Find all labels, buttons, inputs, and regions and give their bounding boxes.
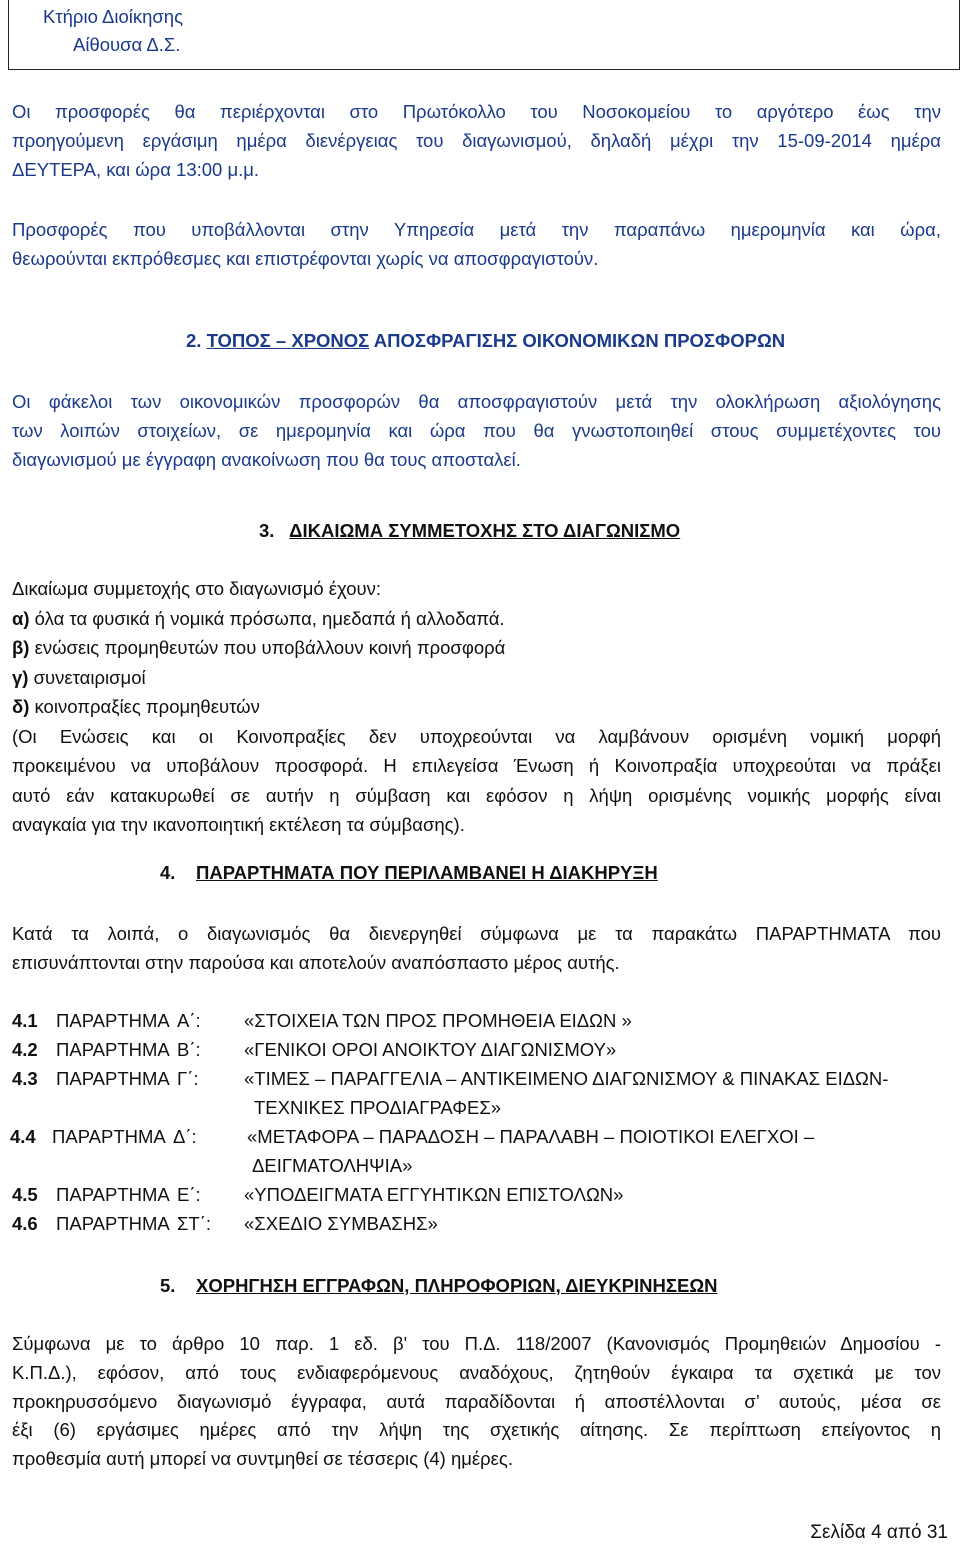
annex-label: ΠΑΡΑΡΤΗΜΑ: [56, 1068, 170, 1089]
annex-title-continuation: ΤΕΧΝΙΚΕΣ ΠΡΟΔΙΑΓΡΑΦΕΣ»: [254, 1097, 502, 1118]
header-box: [8, 0, 960, 70]
list-text: ενώσεις προμηθευτών που υποβάλλουν κοινή προσφορά: [29, 637, 506, 658]
annex-number: 4.4: [10, 1126, 36, 1147]
section-5-body: [12, 1330, 941, 1474]
section-4-body: [12, 920, 941, 978]
text-line: ΔΕΥΤΕΡΑ, και ώρα 13:00 μ.μ.: [12, 158, 260, 180]
annex-number: 4.3: [12, 1068, 38, 1089]
section-number: 3.: [259, 520, 275, 541]
header-room: Αίθουσα Δ.Σ.: [73, 34, 181, 55]
section-number: 2.: [186, 330, 202, 351]
section-title-rest: ΑΠΟΣΦΡΑΓΙΣΗΣ ΟΙΚΟΝΟΜΙΚΩΝ ΠΡΟΣΦΟΡΩΝ: [369, 330, 786, 351]
section-title: ΔΙΚΑΙΩΜΑ ΣΥΜΜΕΤΟΧΗΣ ΣΤΟ ΔΙΑΓΩΝΙΣΜΟ: [289, 520, 681, 541]
list-marker: γ): [12, 666, 29, 688]
annex-number: 4.6: [12, 1213, 38, 1234]
list-text: κοινοπραξίες προμηθευτών: [29, 696, 260, 717]
annex-title: «ΓΕΝΙΚΟΙ ΟΡΟΙ ΑΝΟΙΚΤΟΥ ΔΙΑΓΩΝΙΣΜΟΥ»: [244, 1039, 617, 1060]
text-line: Προσφορές που υποβάλλονται στην Υπηρεσία μετά την παραπάνω ημερομηνία και ώρα,: [12, 219, 941, 240]
section-5-heading: [160, 1275, 718, 1297]
annex-title: «ΣΤΟΙΧΕΙΑ ΤΩΝ ΠΡΟΣ ΠΡΟΜΗΘΕΙΑ ΕΙΔΩΝ »: [244, 1010, 632, 1031]
list-item: [12, 663, 941, 693]
text-line: αυτό εάν κατακυρωθεί σε αυτήν η σύμβαση και εφόσον η λήψη ορισμένης νομικής μορφής είναι: [12, 784, 941, 806]
annex-label: ΠΑΡΑΡΤΗΜΑ: [56, 1184, 170, 1205]
list-text: όλα τα φυσικά ή νομικά πρόσωπα, ημεδαπά ή αλλοδαπά.: [29, 607, 505, 629]
text-line: προηγούμενη εργάσιμη ημέρα διενέργειας του διαγωνισμού, δηλαδή μέχρι την 15-09-2014 ημέρα: [12, 129, 941, 151]
section-title-underlined: ΤΟΠΟΣ – ΧΡΟΝΟΣ: [206, 330, 370, 351]
text-line: θεωρούνται εκπρόθεσμες και επιστρέφονται χωρίς να αποσφραγιστούν.: [12, 247, 599, 269]
list-marker: α): [12, 607, 30, 629]
list-marker: β): [12, 637, 30, 658]
section-title: ΧΟΡΗΓΗΣΗ ΕΓΓΡΑΦΩΝ, ΠΛΗΡΟΦΟΡΙΩΝ, ΔΙΕΥΚΡΙΝΗΣΕΩΝ: [196, 1275, 718, 1296]
list-text: συνεταιρισμοί: [28, 666, 146, 688]
annex-label: ΠΑΡΑΡΤΗΜΑ: [56, 1039, 170, 1060]
list-item: [12, 604, 941, 634]
annex-number: 4.2: [12, 1039, 38, 1060]
annex-label: ΠΑΡΑΡΤΗΜΑ: [56, 1213, 170, 1234]
text-line: προκηρυσσόμενο διαγωνισμό έγγραφα, αυτά παραδίδονται ή αποστέλλονται σ’ αυτούς, μέσα σε: [12, 1390, 941, 1412]
text-line: επισυνάπτονται στην παρούσα και αποτελούν αναπόσπαστο μέρος αυτής.: [12, 951, 620, 973]
list-marker: δ): [12, 696, 30, 717]
annex-letter: Α΄:: [177, 1010, 201, 1031]
page-number: Σελίδα 4 από 31: [810, 1522, 948, 1543]
list-item: [12, 692, 941, 722]
section-3-body: [12, 574, 941, 840]
section-2-body: [12, 388, 941, 474]
annex-letter: Ε΄:: [177, 1184, 201, 1205]
text-line: έξι (6) εργάσιμες ημέρες από την λήψη της σχετικής αίτησης. Σε περίπτωση επείγοντος η: [12, 1419, 941, 1441]
text-line: Οι προσφορές θα περιέρχονται στο Πρωτόκολλο του Νοσοκομείου το αργότερο έως την: [12, 101, 941, 122]
annex-number: 4.5: [12, 1184, 38, 1205]
deadline-paragraph: [12, 98, 941, 184]
late-offers-paragraph: [12, 216, 941, 274]
annex-letter: Δ΄:: [173, 1126, 197, 1147]
text-line: Δικαίωμα συμμετοχής στο διαγωνισμό έχουν:: [12, 578, 382, 599]
annex-title: «ΥΠΟΔΕΙΓΜΑΤΑ ΕΓΓΥΗΤΙΚΩΝ ΕΠΙΣΤΟΛΩΝ»: [244, 1184, 624, 1205]
text-line: Κ.Π.Δ.), εφόσον, από τους ενδιαφερόμενους αναδόχους, ζητηθούν έγκαιρα τα σχετικά με τον: [12, 1361, 941, 1383]
annex-number: 4.1: [12, 1010, 38, 1031]
annex-letter: Γ΄:: [177, 1068, 199, 1089]
text-line: προθεσμία αυτή μπορεί να συντμηθεί σε τέσσερις (4) ημέρες.: [12, 1448, 513, 1470]
annex-label: ΠΑΡΑΡΤΗΜΑ: [52, 1126, 166, 1147]
annex-title: «ΣΧΕΔΙΟ ΣΥΜΒΑΣΗΣ»: [244, 1213, 438, 1234]
section-number: 5.: [160, 1275, 176, 1296]
section-number: 4.: [160, 862, 176, 883]
text-line: αναγκαία για την ικανοποιητική εκτέλεση τα σύμβασης).: [12, 814, 465, 835]
annex-letter: ΣΤ΄:: [177, 1213, 212, 1234]
section-2-heading: [186, 330, 785, 352]
list-item: [12, 633, 941, 663]
section-3-heading: [259, 520, 680, 542]
annex-title-continuation: ΔΕΙΓΜΑΤΟΛΗΨΙΑ»: [252, 1155, 413, 1176]
annex-letter: Β΄:: [177, 1039, 201, 1060]
annex-label: ΠΑΡΑΡΤΗΜΑ: [56, 1010, 170, 1031]
section-title: ΠΑΡΑΡΤΗΜΑΤΑ ΠΟΥ ΠΕΡΙΛΑΜΒΑΝΕΙ Η ΔΙΑΚΗΡΥΞΗ: [196, 862, 658, 883]
text-line: των λοιπών στοιχείων, σε ημερομηνία και ώρα που θα γνωστοποιηθεί στους συμμετέχοντες του: [12, 419, 941, 441]
annex-title: «ΤΙΜΕΣ – ΠΑΡΑΓΓΕΛΙΑ – ΑΝΤΙΚΕΙΜΕΝΟ ΔΙΑΓΩΝΙΣΜΟΥ & ΠΙΝΑΚΑΣ ΕΙΔΩΝ-: [244, 1068, 889, 1089]
text-line: Σύμφωνα με το άρθρο 10 παρ. 1 εδ. β' του Π.Δ. 118/2007 (Κανονισμός Προμηθειών Δημοσίου -: [12, 1333, 941, 1354]
text-line: προκειμένου να υποβάλουν προσφορά. Η επιλεγείσα Ένωση ή Κοινοπραξία υποχρεούται να πράξει: [12, 755, 941, 776]
header-building: Κτήριο Διοίκησης: [43, 6, 184, 27]
section-4-heading: [160, 862, 658, 884]
text-line: διαγωνισμού με έγγραφη ανακοίνωση που θα τους αποσταλεί.: [12, 448, 521, 470]
text-line: Οι φάκελοι των οικονομικών προσφορών θα αποσφραγιστούν μετά την ολοκλήρωση αξιολόγησης: [12, 391, 941, 412]
annex-title: «ΜΕΤΑΦΟΡΑ – ΠΑΡΑΔΟΣΗ – ΠΑΡΑΛΑΒΗ – ΠΟΙΟΤΙΚΟΙ ΕΛΕΓΧΟΙ –: [247, 1126, 815, 1147]
text-line: (Οι Ενώσεις και οι Κοινοπραξίες δεν υποχρεούνται να λαμβάνουν ορισμένη νομική μορφή: [12, 725, 941, 747]
text-line: Κατά τα λοιπά, ο διαγωνισμός θα διενεργηθεί σύμφωνα με τα παρακάτω ΠΑΡΑΡΤΗΜΑΤΑ που: [12, 923, 941, 944]
